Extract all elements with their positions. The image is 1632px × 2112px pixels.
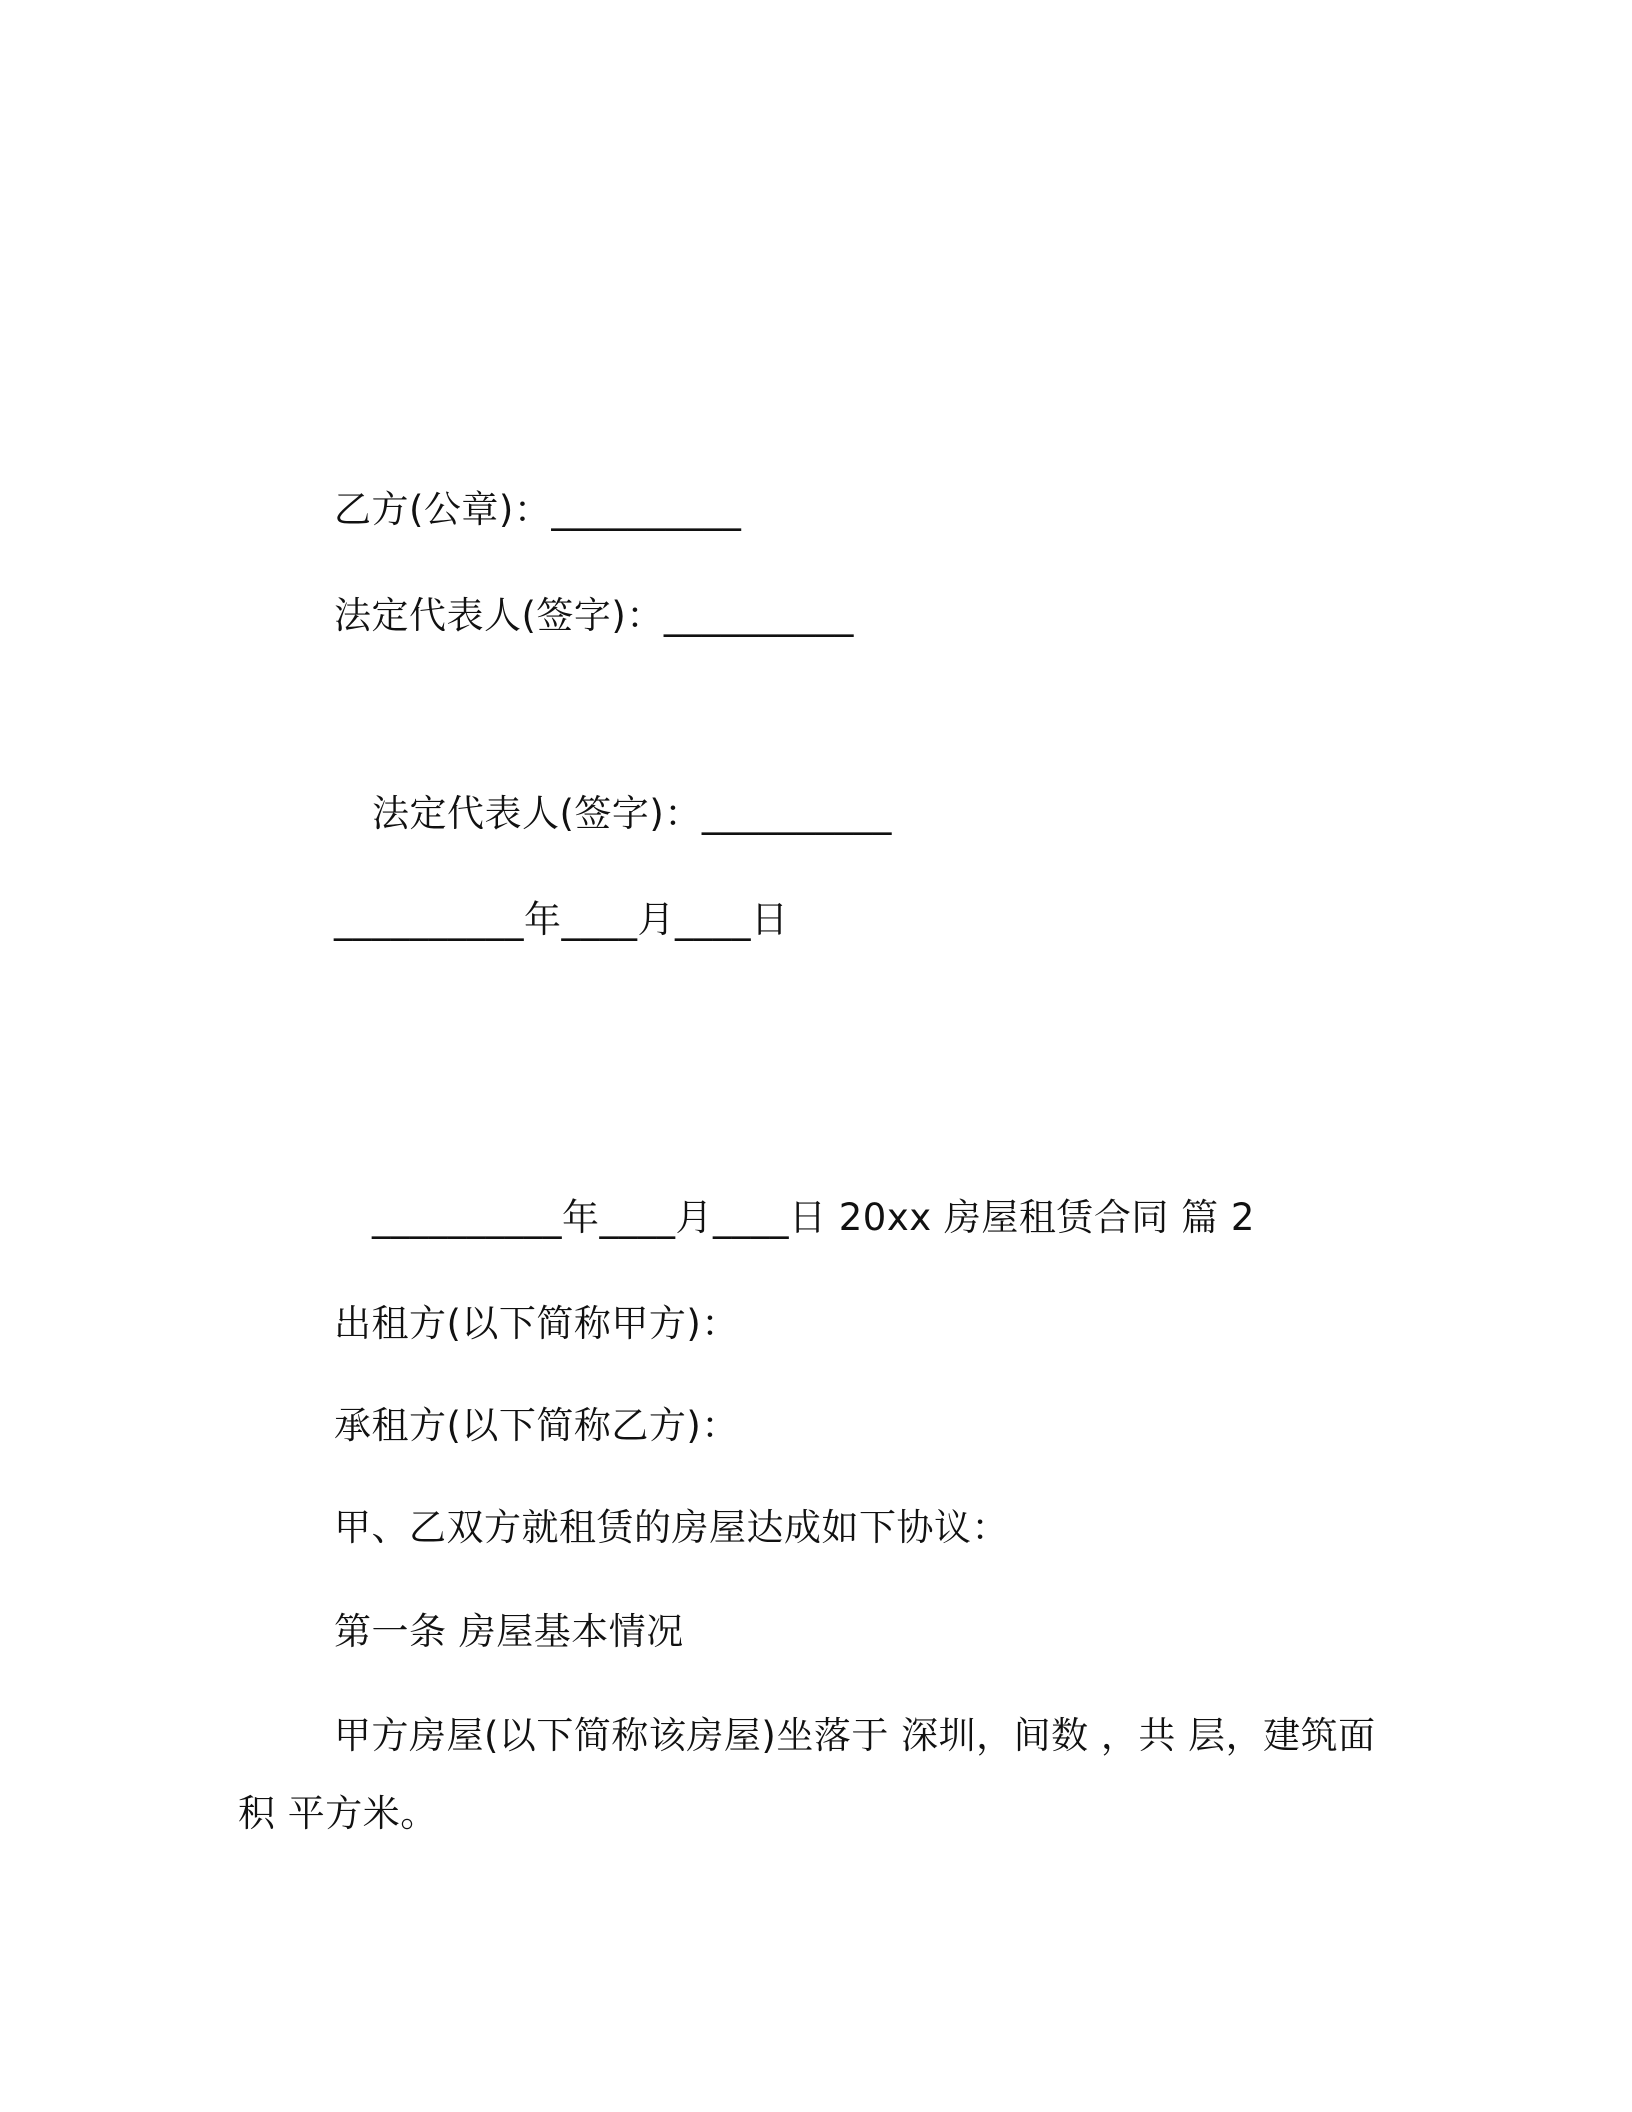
date-and-title-line: __________年____月____日 20xx 房屋租赁合同 篇 2 [372,1196,1255,1239]
agreement-intro-line: 甲、乙双方就租赁的房屋达成如下协议： [334,1506,1009,1549]
party-b-seal-line: 乙方(公章)：__________ [334,488,742,531]
date-line-1: __________年____月____日 [334,898,789,941]
article-1-heading: 第一条 房屋基本情况 [334,1610,684,1653]
legal-rep-signature-line-2: 法定代表人(签字)：__________ [372,792,892,835]
property-description-continuation: 积 平方米。 [238,1792,438,1835]
lessor-line: 出租方(以下简称甲方)： [334,1302,739,1345]
legal-rep-signature-line-1: 法定代表人(签字)：__________ [334,594,854,637]
property-description-line: 甲方房屋(以下简称该房屋)坐落于 深圳，间数 ，共 层，建筑面 [334,1714,1376,1757]
lessee-line: 承租方(以下简称乙方)： [334,1404,739,1447]
